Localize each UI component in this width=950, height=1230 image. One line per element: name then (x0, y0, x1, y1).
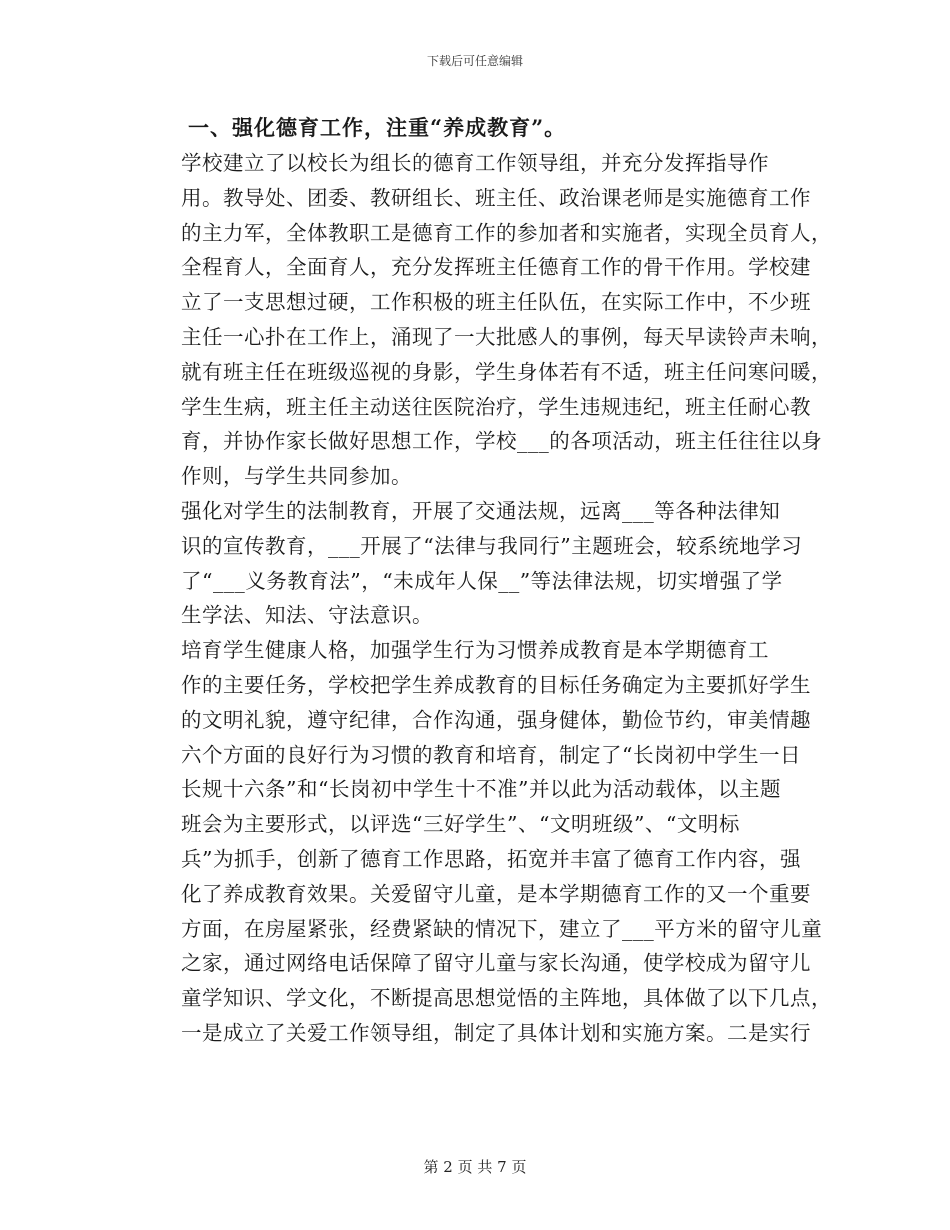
text-line: 化了养成教育效果。关爱留守儿童，是本学期德育工作的又一个重要 (181, 881, 811, 906)
text-line: 强化对学生的法制教育，开展了交通法规，远离___等各种法律知 (181, 498, 781, 523)
text-line: 育，并协作家长做好思想工作，学校___的各项活动，班主任往往以身 (181, 429, 823, 454)
text-line: 班会为主要形式，以评选“三好学生”、“文明班级”、“文明标 (181, 812, 740, 837)
document-body (140, 110, 832, 1051)
text-line: 立了一支思想过硬，工作积极的班主任队伍，在实际工作中，不少班 (181, 290, 811, 315)
text-line: 童学知识、学文化，不断提高思想觉悟的主阵地，具体做了以下几点， (181, 986, 832, 1011)
text-line: 用。教导处、团委、教研组长、班主任、政治课老师是实施德育工作 (181, 185, 811, 210)
paragraph-habit-formation (140, 633, 832, 1051)
text-line: 主任一心扑在工作上，涌现了一大批感人的事例，每天早读铃声未响， (181, 324, 832, 349)
text-line: 之家，通过网络电话保障了留守儿童与家长沟通，使学校成为留守儿 (181, 951, 811, 976)
paragraph-legal-education (140, 494, 812, 633)
text-line: 培育学生健康人格，加强学生行为习惯养成教育是本学期德育工 (181, 638, 769, 663)
text-line: 作则，与学生共同参加。 (181, 464, 412, 489)
text-line: 作的主要任务，学校把学生养成教育的目标任务确定为主要抓好学生 (181, 672, 811, 697)
text-line: 的文明礼貌，遵守纪律，合作沟通，强身健体，勤俭节约，审美情趣 (181, 707, 811, 732)
paragraph-moral-education-leadership (140, 146, 832, 494)
text-line: 一是成立了关爱工作领导组，制定了具体计划和实施方案。二是实行 (181, 1020, 811, 1045)
text-line: 的主力军，全体教职工是德育工作的参加者和实施者，实现全员育人， (181, 220, 832, 245)
page-number: 第 2 页 共 7 页 (423, 1158, 527, 1176)
page-header-note: 下载后可任意编辑 (426, 54, 523, 68)
text-line: 识的宣传教育，___开展了“法律与我同行”主题班会，较系统地学习 (181, 533, 803, 558)
text-line: 学生生病，班主任主动送往医院治疗，学生违规违纪，班主任耐心教 (181, 394, 811, 419)
text-line: 兵”为抓手，创新了德育工作思路，拓宽并丰富了德育工作内容，强 (181, 846, 801, 871)
text-line: 了“___义务教育法”，“未成年人保__”等法律法规，切实增强了学 (181, 568, 783, 593)
text-line: 方面，在房屋紧张，经费紧缺的情况下，建立了___平方米的留守儿童 (181, 916, 823, 941)
text-line: 六个方面的良好行为习惯的教育和培育，制定了“长岗初中学生一日 (181, 742, 801, 767)
text-line: 长规十六条”和“长岗初中学生十不准”并以此为活动载体，以主题 (181, 777, 781, 802)
section-heading: 一、强化德育工作，注重“养成教育”。 (188, 115, 567, 140)
text-line: 学校建立了以校长为组长的德育工作领导组，并充分发挥指导作 (181, 151, 769, 175)
text-line: 生学法、知法、守法意识。 (181, 603, 433, 628)
text-line: 全程育人，全面育人，充分发挥班主任德育工作的骨干作用。学校建 (181, 255, 811, 280)
text-line: 就有班主任在班级巡视的身影，学生身体若有不适，班主任问寒问暖， (181, 359, 832, 384)
